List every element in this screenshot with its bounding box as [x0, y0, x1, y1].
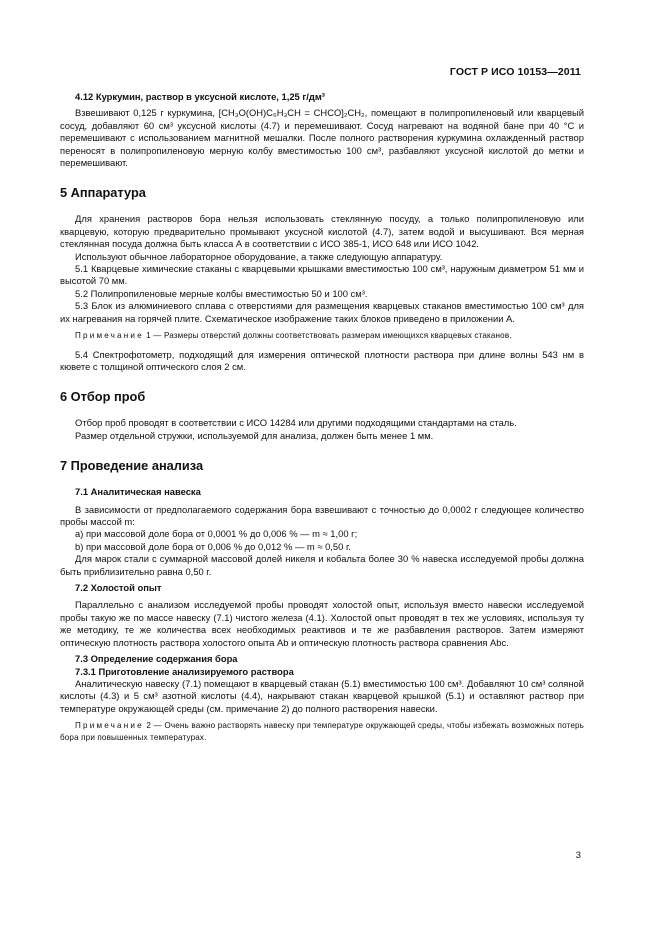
note-1-text: 1 — Размеры отверстий должны соответствовать размерам имеющихся кварцевых стаканов. [143, 331, 512, 341]
page-body [60, 91, 584, 743]
running-header: ГОСТ Р ИСО 10153—2011 [449, 66, 581, 78]
para-5-intro: Для хранения растворов бора нельзя использовать стеклянную посуду, а только полипропиленовую или кварцевую, которую предварительно промывают уксусной кислотой (4.7), затем водой и высушивают. Вся мерная стеклянная посуда должна быть класса А в соответствии с ИСО 385-1, ИСО 648 или ИСО 1042. [60, 213, 584, 250]
para-7-1-alloy: Для марок стали с суммарной массовой долей никеля и кобальта более 30 % навеска исследуемой пробы должна быть приблизительно равна 0,50 г. [60, 553, 584, 577]
para-7-3-1: Аналитическую навеску (7.1) помещают в кварцевый стакан (5.1) вместимостью 100 см³. Добавляют 10 см³ соляной кислоты (4.3) и 5 см³ азотной кислоты (4.4), накрывают стакан кварцевой крышкой (5.1) и оставляют раствор при температуре окружающей среды (см. примечание 2) до полного растворения навески. [60, 677, 584, 714]
para-6-2: Размер отдельной стружки, используемой для анализа, должен быть менее 1 мм. [75, 429, 434, 441]
para-7-1: В зависимости от предполагаемого содержания бора взвешивают с точностью до 0,0002 г следующее количество пробы массой m: [60, 503, 584, 528]
para-7-2: Параллельно с анализом исследуемой пробы проводят холостой опыт, используя вместо навески исследуемой пробы такую же по массе навеску (7.1) чистого железа (4.1). Холостой опыт проводят в тех же условиях, используя ту же методику, те же количества всех необходимых реактивов и те же разбавления растворов. Затем измеряют оптическую плотность раствора холостого опыта Ab и оптическую плотность раствора сравнения Abc. [60, 599, 584, 648]
heading-section-5: 5 Аппаратура [60, 185, 146, 201]
heading-7-3: 7.3 Определение содержания бора [75, 653, 238, 665]
heading-7-3-1: 7.3.1 Приготовление анализируемого раствора [75, 665, 294, 677]
para-6-1: Отбор проб проводят в соответствии с ИСО 14284 или другими подходящими стандартами на сталь. [75, 417, 517, 429]
heading-section-6: 6 Отбор проб [60, 389, 146, 405]
list-item-a: a) при массовой доле бора от 0,0001 % до 0,006 % — m ≈ 1,00 г; [75, 528, 358, 540]
para-5-3: 5.3 Блок из алюминиевого сплава с отверстиями для размещения кварцевых стаканов вместимостью 100 см³ для их нагревания на горячей плите. Схематическое изображение таких блоков приведено в приложении А. [60, 300, 584, 324]
note-2 [60, 720, 584, 743]
heading-7-2: 7.2 Холостой опыт [75, 582, 162, 594]
page-number: 3 [575, 849, 581, 860]
para-5-4: 5.4 Спектрофотометр, подходящий для измерения оптической плотности раствора при длине волны 543 нм в кювете с толщиной оптического слоя 2 см. [60, 348, 584, 372]
heading-4-12: 4.12 Куркумин, раствор в уксусной кислоте, 1,25 г/дм³ [75, 91, 325, 102]
note-2-text: 2 — Очень важно растворять навеску при температуре окружающей среды, чтобы избежать возможных потерь бора при повышенных температурах. [60, 721, 584, 742]
para-5-2: 5.2 Полипропиленовые мерные колбы вместимостью 50 и 100 см³. [75, 287, 368, 299]
heading-7-1: 7.1 Аналитическая навеска [75, 486, 201, 498]
list-item-b: b) при массовой доле бора от 0,006 % до 0,012 % — m ≈ 0,50 г. [75, 540, 351, 552]
para-5-1: 5.1 Кварцевые химические стаканы с кварцевыми крышками вместимостью 100 см³, наружным диаметром 51 мм и высотой 70 мм. [60, 263, 584, 287]
para-4-12: Взвешивают 0,125 г куркумина, [CH₃O(OH)C₆H₃CH = CHCO]₂CH₂, помещают в полипропиленовый или кварцевый сосуд, добавляют 60 см³ уксусной кислоты (4.7) и перемешивают. Сосуд нагревают на водяной бане при 40 °С и перемешивают с использованием магнитной мешалки. После полного растворения куркумина охлажденный раствор переносят в полипропиленовую мерную колбу вместимостью 100 см³, разбавляют уксусной кислотой до метки и перемешивают. [60, 107, 584, 169]
note-1 [60, 330, 584, 342]
note-2-label: Примечание [75, 721, 144, 731]
note-1-label: Примечание [75, 331, 144, 341]
heading-section-7: 7 Проведение анализа [60, 458, 204, 474]
para-5-equipment: Используют обычное лабораторное оборудование, а также следующую аппаратуру. [75, 250, 443, 262]
